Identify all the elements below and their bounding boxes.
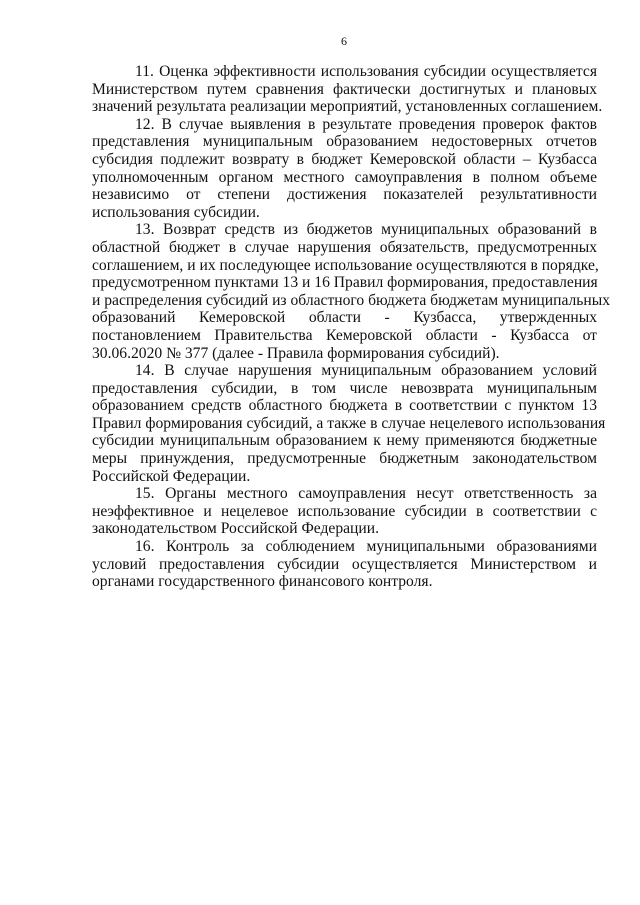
text-line: условий предоставления субсидии осуществляется Министерством и (92, 555, 597, 573)
text-line: меры принуждения, предусмотренные бюджетным законодательством (92, 450, 597, 468)
paragraph (92, 116, 597, 222)
document-body (92, 63, 611, 591)
text-line: образованием средств областного бюджета в соответствии с пунктом 13 (92, 397, 597, 415)
text-line: предоставления субсидии, в том числе невозврата муниципальным (92, 379, 597, 397)
text-line: уполномоченным органом местного самоуправления в полном объеме (92, 168, 597, 186)
paragraph (92, 538, 597, 591)
text-line: субсидия подлежит возврату в бюджет Кемеровской области – Кузбасса (92, 150, 597, 168)
text-line: 14. В случае нарушения муниципальным образованием условий (135, 362, 597, 380)
text-line: субсидии муниципальным образованием к нему применяются бюджетные (92, 432, 597, 450)
text-line: соглашением, и их последующее использование осуществляются в порядке, (92, 256, 599, 274)
text-line: законодательством Российской Федерации. (92, 520, 379, 538)
text-line: Министерством путем сравнения фактически достигнутых и плановых (92, 80, 597, 98)
text-line: предусмотренном пунктами 13 и 16 Правил формирования, предоставления (92, 274, 598, 292)
text-line: Российской Федерации. (92, 467, 251, 485)
text-line: 13. Возврат средств из бюджетов муниципальных образований в (135, 221, 597, 239)
text-line: 11. Оценка эффективности использования субсидии осуществляется (135, 63, 597, 80)
paragraph (92, 221, 611, 362)
text-line: Правил формирования субсидий, а также в случае нецелевого использования (92, 414, 606, 432)
text-line: неэффективное и нецелевое использование субсидии в соответствии с (92, 502, 597, 520)
page-number: 6 (341, 34, 347, 48)
text-line: 30.06.2020 № 377 (далее - Правила формирования субсидий). (92, 344, 500, 362)
text-line: 15. Органы местного самоуправления несут ответственность за (135, 485, 597, 503)
text-line: постановлением Правительства Кемеровской области - Кузбасса от (92, 326, 597, 344)
text-line: образований Кемеровской области - Кузбасса, утвержденных (92, 309, 597, 327)
text-line: 16. Контроль за соблюдением муниципальными образованиями (135, 538, 597, 556)
text-line: независимо от степени достижения показателей результативности (92, 186, 597, 204)
text-line: представления муниципальным образованием недостоверных отчетов (92, 133, 597, 151)
text-line: 12. В случае выявления в результате проведения проверок фактов (135, 115, 597, 133)
paragraph (92, 485, 597, 538)
text-line: значений результата реализации мероприятий, установленных соглашением. (92, 98, 603, 116)
text-line: и распределения субсидий из областного бюджета бюджетам муниципальных (92, 291, 611, 309)
paragraph (92, 63, 603, 116)
paragraph (92, 362, 606, 485)
text-line: областной бюджет в случае нарушения обязательств, предусмотренных (92, 238, 597, 256)
text-line: органами государственного финансового контроля. (92, 573, 433, 591)
text-line: использования субсидии. (92, 203, 260, 221)
